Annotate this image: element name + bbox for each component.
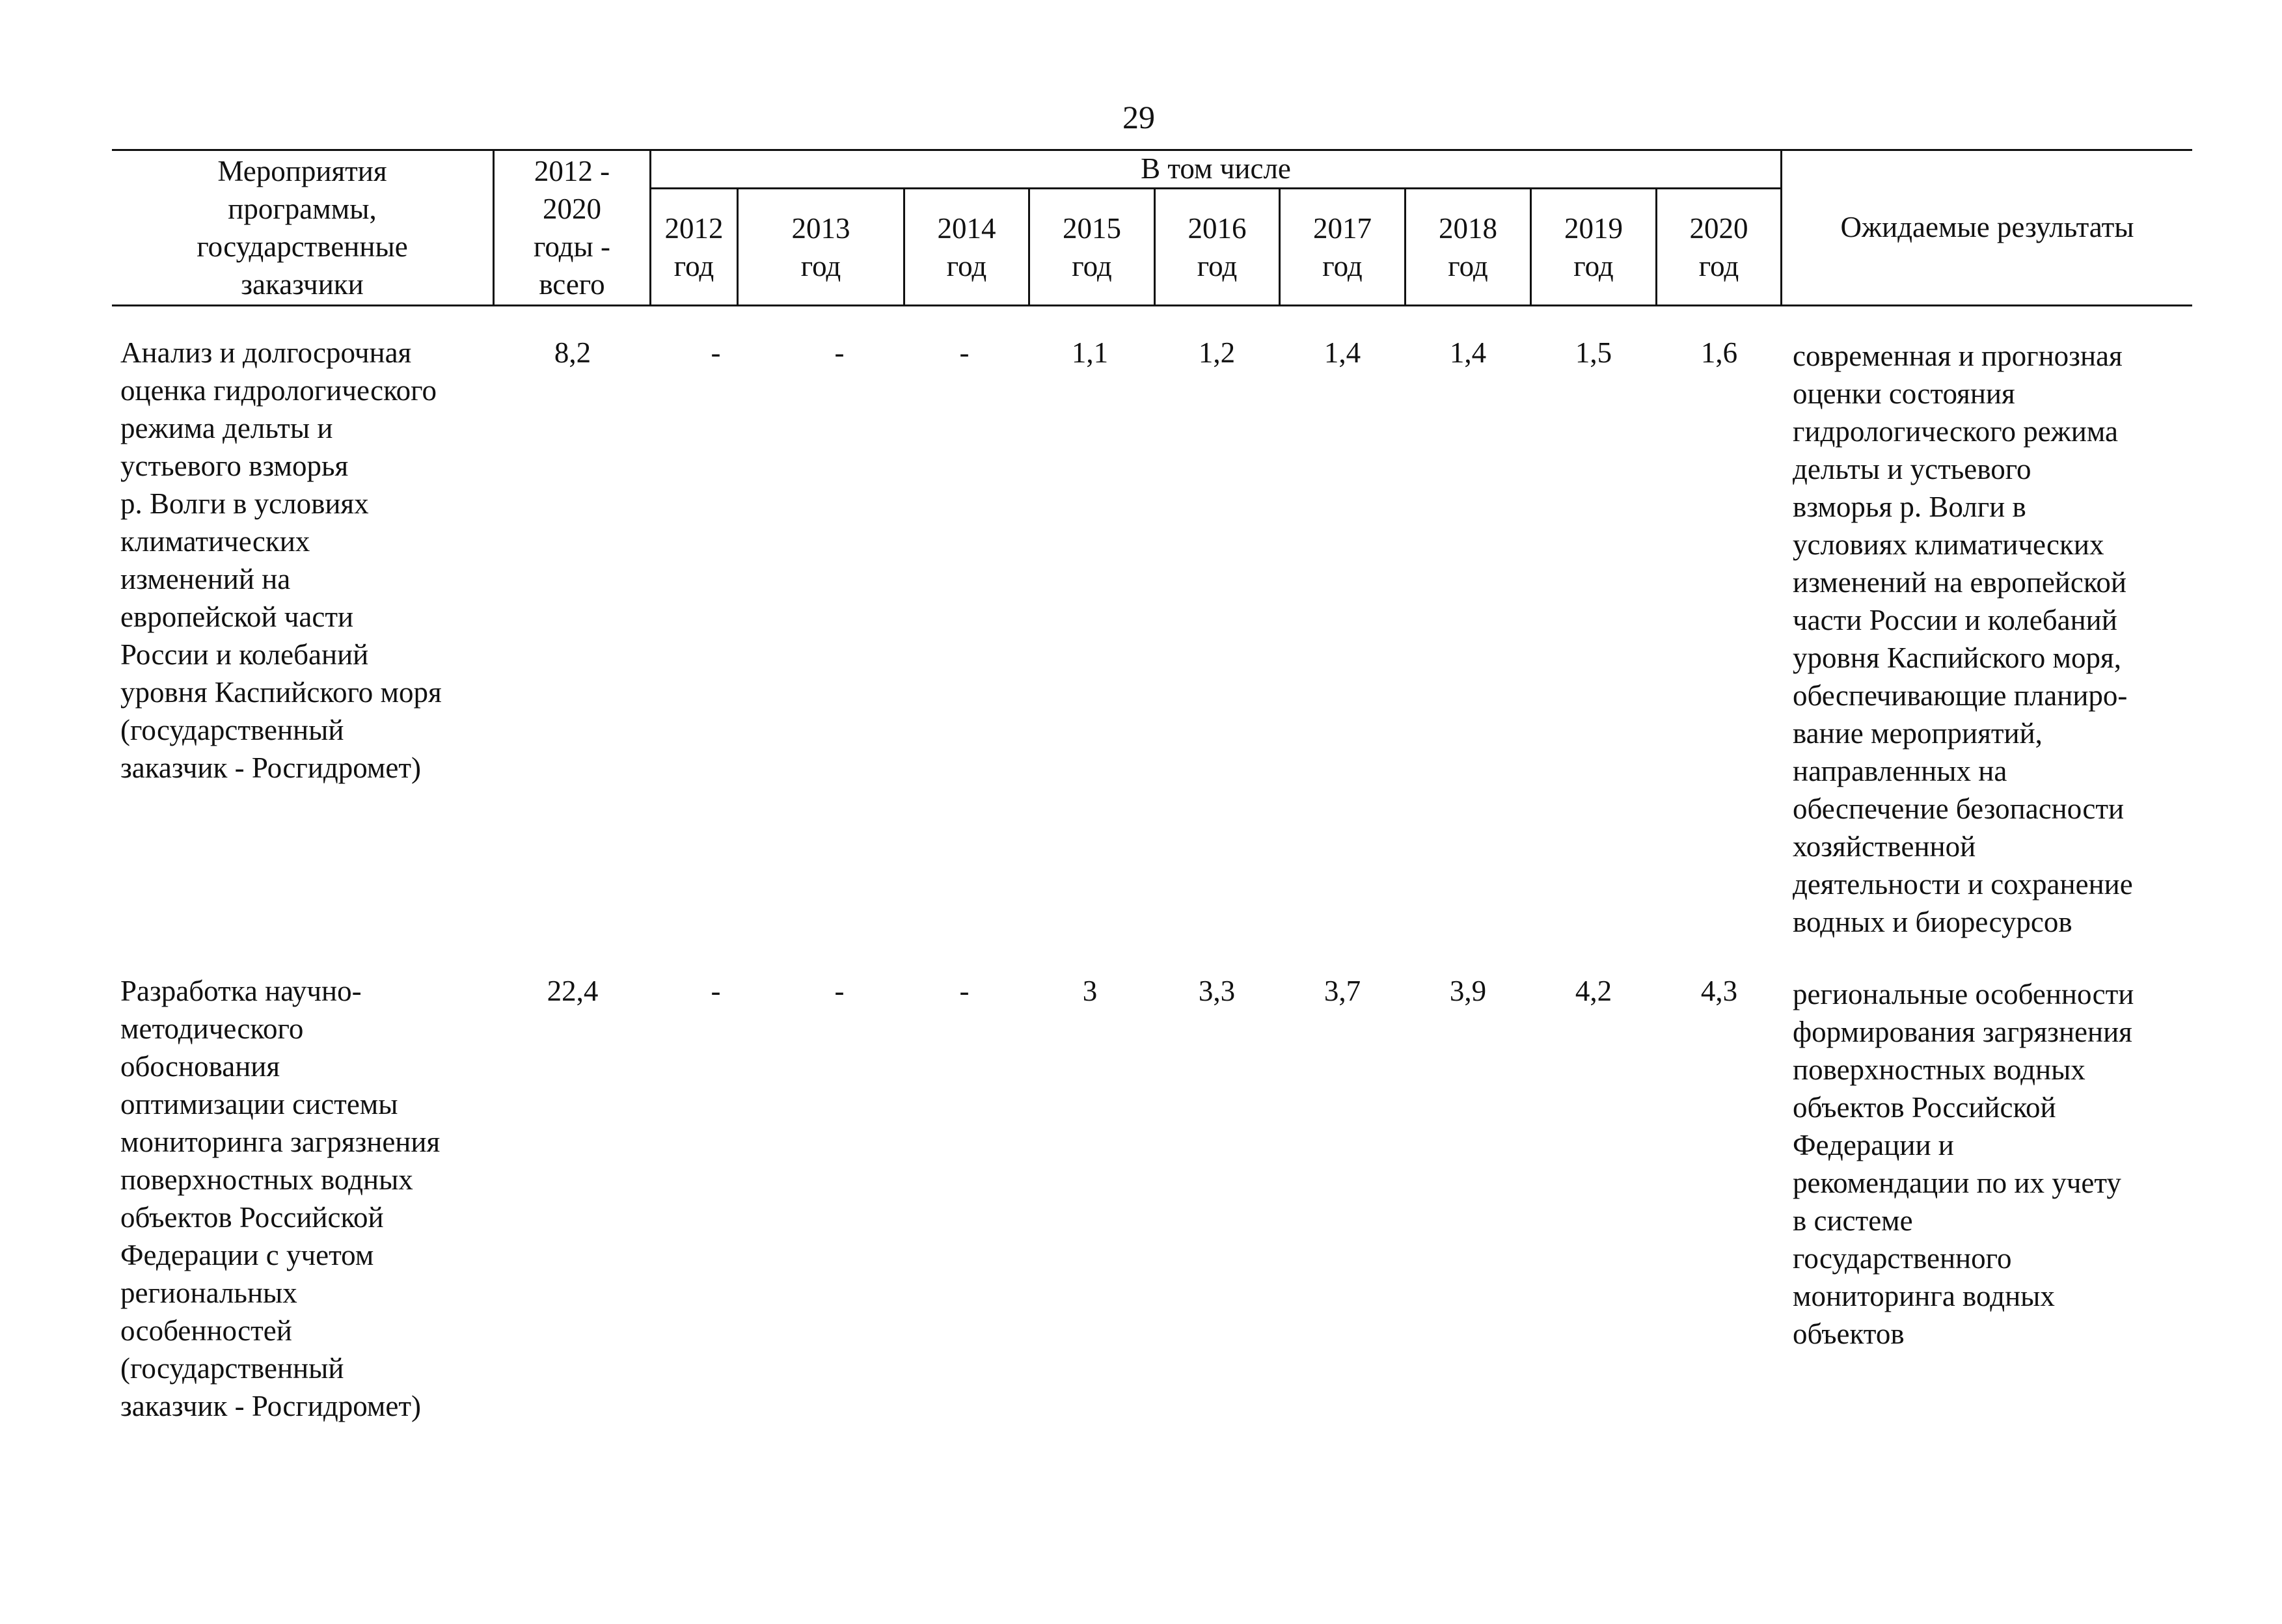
header-year-2019: 2019 год — [1564, 211, 1623, 282]
header-year-2015: 2015 год — [1063, 211, 1121, 282]
row-1-value-2017: 1,4 — [1324, 336, 1361, 369]
header-year-2012: 2012 год — [664, 211, 724, 282]
row-1-value-2018: 1,4 — [1449, 336, 1487, 369]
header-year-2013: 2013 год — [791, 211, 850, 282]
row-1-result: современная и прогнозная оценки состояния гидрологического режима дельты и устьевого взморья р. Волги в условиях климатических изменений на европейской части России и колебаний уровня Каспийского моря, обеспечивающие планиро- вание мероприятий, направленных на обеспечение безопасности хозяйственной деятельности и сохранение водных и биоресурсов — [1793, 340, 2133, 938]
row-1-value-2016: 1,2 — [1198, 336, 1236, 369]
row-2-value-2017: 3,7 — [1324, 975, 1361, 1007]
table-header-bottom-border — [112, 304, 2192, 306]
row-2-result: региональные особенности формирования загрязнения поверхностных водных объектов Российской Федерации и рекомендации по их учету в системе государственного мониторинга водных объектов — [1793, 978, 2134, 1350]
row-2-activity: Разработка научно- методического обоснования оптимизации системы мониторинга загрязнения поверхностных водных объектов Российской Федерации с учетом региональных особенностей (государственный заказчик - Росгидромет) — [120, 975, 441, 1422]
row-1-value-2015: 1,1 — [1071, 336, 1109, 369]
header-year-2018: 2018 год — [1439, 211, 1497, 282]
row-1-value-2014: - — [959, 336, 970, 369]
header-year-2016: 2016 год — [1188, 211, 1247, 282]
row-1-value-2012: - — [711, 336, 721, 369]
header-total: 2012 - 2020 годы - всего — [534, 155, 610, 301]
row-1-value-2013: - — [834, 336, 845, 369]
row-1-total: 8,2 — [554, 336, 591, 369]
row-2-value-2014: - — [959, 975, 970, 1007]
header-including: В том числе — [1141, 152, 1291, 185]
row-1-value-2019: 1,5 — [1575, 336, 1612, 369]
row-2-value-2016: 3,3 — [1198, 975, 1236, 1007]
row-2-value-2012: - — [711, 975, 721, 1007]
header-activity: Мероприятия программы, государственные заказчики — [197, 155, 408, 301]
row-1-activity: Анализ и долгосрочная оценка гидрологического режима дельты и устьевого взморья р. Волги в условиях климатических изменений на европейской части России и колебаний уровня Каспийского моря (государственный заказчик - Росгидромет) — [120, 336, 442, 784]
page-number: 29 — [1122, 99, 1155, 135]
row-2-value-2013: - — [834, 975, 845, 1007]
row-1-value-2020: 1,6 — [1700, 336, 1738, 369]
header-year-2017: 2017 год — [1313, 211, 1372, 282]
header-year-2014: 2014 год — [937, 211, 996, 282]
header-results: Ожидаемые результаты — [1840, 210, 2134, 243]
row-2-value-2015: 3 — [1082, 975, 1098, 1007]
row-2-value-2019: 4,2 — [1575, 975, 1612, 1007]
row-2-value-2020: 4,3 — [1700, 975, 1738, 1007]
row-2-total: 22,4 — [547, 975, 599, 1007]
row-2-value-2018: 3,9 — [1449, 975, 1487, 1007]
header-year-2020: 2020 год — [1689, 211, 1748, 282]
